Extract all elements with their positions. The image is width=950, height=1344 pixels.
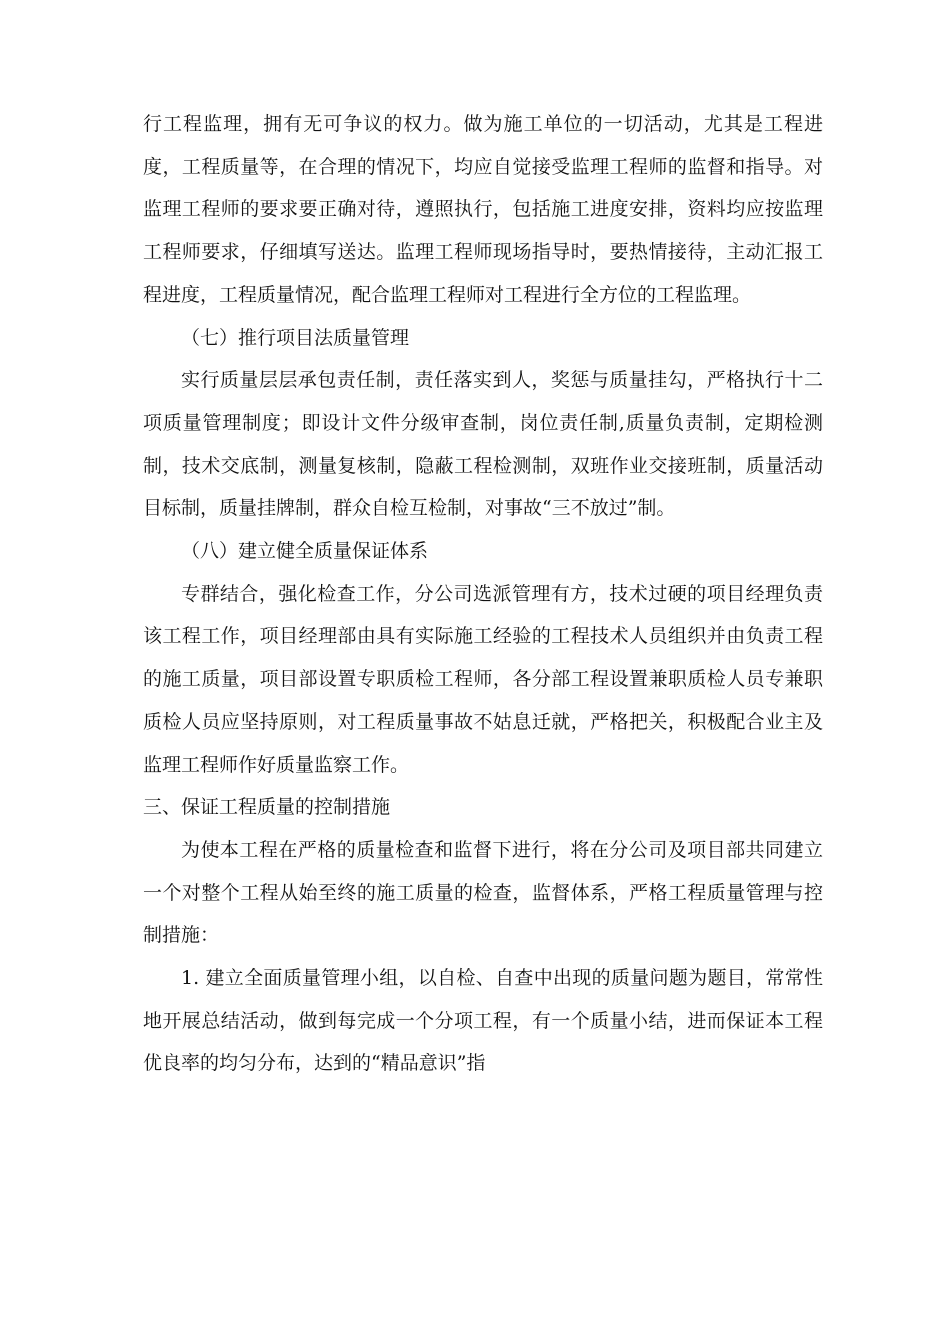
- paragraph-control-intro: 为使本工程在严格的质量检查和监督下进行，将在分公司及项目部共同建立一个对整个工程从始至终的施工质量的检查，监督体系，严格工程质量管理与控制措施：: [143, 838, 823, 947]
- paragraph-control-item-1: 1. 建立全面质量管理小组，以自检、自查中出现的质量问题为题目，常常性地开展总结活动，做到每完成一个分项工程，有一个质量小结，进而保证本工程优良率的均匀分布，达到的“精品意识”指: [143, 967, 823, 1075]
- section-heading-three: 三、保证工程质量的控制措施: [143, 796, 391, 819]
- document-body: [143, 103, 823, 1085]
- section-heading-eight: （八）建立健全质量保证体系: [181, 540, 429, 563]
- paragraph-quality-assurance-system: 专群结合，强化检查工作，分公司选派管理有方，技术过硬的项目经理负责该工程工作，项目经理部由具有实际施工经验的工程技术人员组织并由负责工程的施工质量，项目部设置专职质检工程师，各分部工程设置兼职质检人员专兼职质检人员应坚持原则，对工程质量事故不姑息迁就，严格把关，积极配合业主及监理工程师作好质量监察工作。: [143, 582, 823, 776]
- paragraph-continuation: 行工程监理，拥有无可争议的权力。做为施工单位的一切活动，尤其是工程进度，工程质量等，在合理的情况下，均应自觉接受监理工程师的监督和指导。对监理工程师的要求要正确对待，遵照执行，包括施工进度安排，资料均应按监理工程师要求，仔细填写送达。监理工程师现场指导时，要热情接待，主动汇报工程进度，工程质量情况，配合监理工程师对工程进行全方位的工程监理。: [143, 113, 823, 306]
- paragraph-quality-responsibility: 实行质量层层承包责任制，责任落实到人，奖惩与质量挂勾，严格执行十二项质量管理制度；即设计文件分级审查制，岗位责任制,质量负责制，定期检测制，技术交底制，测量复核制，隐蔽工程检测制，双班作业交接班制，质量活动目标制，质量挂牌制，群众自检互检制，对事故“三不放过”制。: [143, 369, 823, 520]
- section-heading-seven: （七）推行项目法质量管理: [181, 326, 410, 349]
